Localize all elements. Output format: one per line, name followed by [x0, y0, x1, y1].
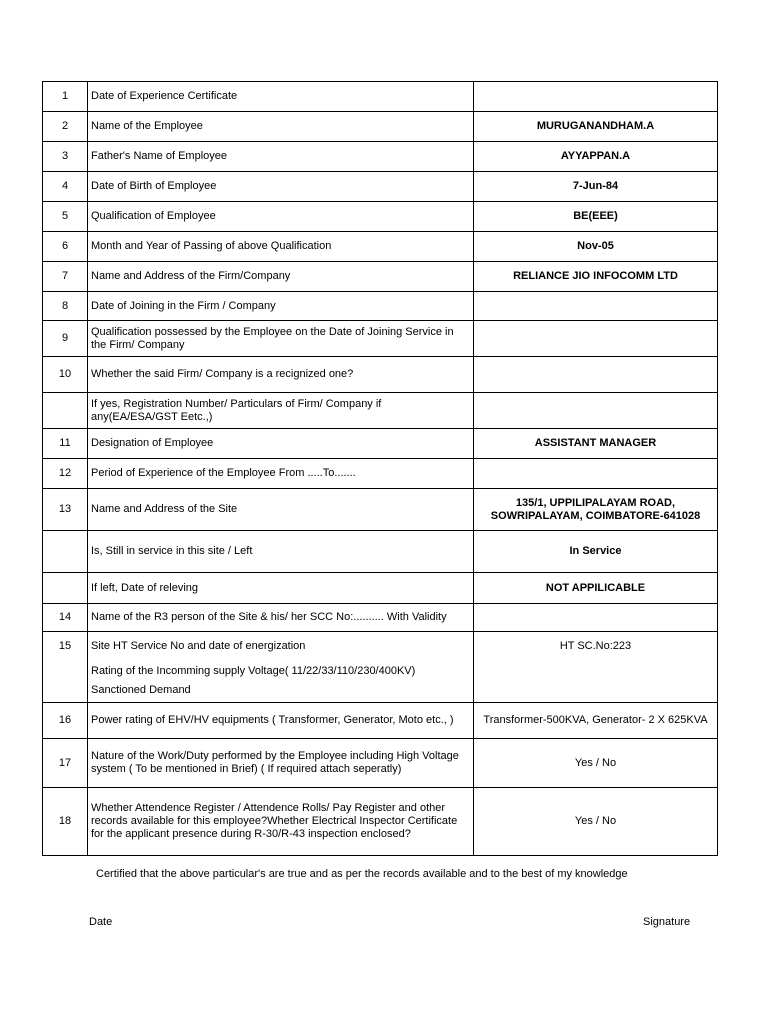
row-number: 7 [43, 262, 88, 292]
row-number [43, 531, 88, 573]
row-label: Period of Experience of the Employee From .....To....... [88, 459, 474, 489]
row-number: 13 [43, 489, 88, 531]
table-row [43, 573, 718, 604]
row-value [474, 321, 718, 357]
row-value [474, 604, 718, 632]
row-value [474, 393, 718, 429]
row-label: Month and Year of Passing of above Qualification [88, 232, 474, 262]
row-value [474, 459, 718, 489]
row-number: 16 [43, 703, 88, 739]
row-label: Father's Name of Employee [88, 142, 474, 172]
service-status-value: In Service [474, 531, 718, 573]
father-name-value: AYYAPPAN.A [474, 142, 718, 172]
table-row [43, 142, 718, 172]
table-row [43, 112, 718, 142]
work-duty-value: Yes / No [474, 739, 718, 788]
row-number: 18 [43, 788, 88, 856]
row-label: Qualification possessed by the Employee on the Date of Joining Service in the Firm/ Company [88, 321, 474, 357]
row-number: 9 [43, 321, 88, 357]
table-row [43, 262, 718, 292]
row-label [88, 632, 474, 703]
row-label: Name and Address of the Firm/Company [88, 262, 474, 292]
supply-voltage-label: Rating of the Incomming supply Voltage( 11/22/33/110/230/400KV) [91, 665, 416, 677]
row-label: Name of the R3 person of the Site & his/ her SCC No:.......... With Validity [88, 604, 474, 632]
row-label: Qualification of Employee [88, 202, 474, 232]
table-row [43, 788, 718, 856]
row-number: 2 [43, 112, 88, 142]
table-row [43, 232, 718, 262]
ht-service-value: HT SC.No:223 [474, 632, 718, 703]
row-value [474, 292, 718, 321]
row-value [474, 357, 718, 393]
row-label: Name and Address of the Site [88, 489, 474, 531]
row-number [43, 573, 88, 604]
row-label: Power rating of EHV/HV equipments ( Transformer, Generator, Moto etc., ) [88, 703, 474, 739]
row-label: Date of Joining in the Firm / Company [88, 292, 474, 321]
row-label: Designation of Employee [88, 429, 474, 459]
site-address-value: 135/1, UPPILIPALAYAM ROAD, SOWRIPALAYAM, COIMBATORE-641028 [474, 489, 718, 531]
dob-value: 7-Jun-84 [474, 172, 718, 202]
row-label: Is, Still in service in this site / Left [88, 531, 474, 573]
row-label: If yes, Registration Number/ Particulars of Firm/ Company if any(EA/ESA/GST Eetc.,) [88, 393, 474, 429]
employee-name-value: MURUGANANDHAM.A [474, 112, 718, 142]
row-label: Whether Attendence Register / Attendence Rolls/ Pay Register and other records available for this employee?Whether Electrical Inspector Certificate for the applicant presence during R-30/R-43 inspection enclosed? [88, 788, 474, 856]
row-label: Name of the Employee [88, 112, 474, 142]
table-row [43, 531, 718, 573]
qualification-value: BE(EEE) [474, 202, 718, 232]
table-row [43, 703, 718, 739]
row-label: Nature of the Work/Duty performed by the Employee including High Voltage system ( To be mentioned in Brief) ( If required attach seperatly) [88, 739, 474, 788]
ht-service-label: Site HT Service No and date of energization [91, 640, 306, 652]
row-number: 15 [43, 632, 88, 703]
table-row [43, 739, 718, 788]
firm-name-value: RELIANCE JIO INFOCOMM LTD [474, 262, 718, 292]
relieving-date-value: NOT APPILICABLE [474, 573, 718, 604]
row-label: Date of Experience Certificate [88, 82, 474, 112]
row-number [43, 393, 88, 429]
table-row [43, 357, 718, 393]
row-number: 17 [43, 739, 88, 788]
row-number: 4 [43, 172, 88, 202]
row-number: 3 [43, 142, 88, 172]
row-number: 12 [43, 459, 88, 489]
date-label: Date [89, 916, 113, 928]
table-row [43, 202, 718, 232]
certificate-table [42, 81, 718, 856]
table-row [43, 429, 718, 459]
passing-date-value: Nov-05 [474, 232, 718, 262]
table-row [43, 489, 718, 531]
row-number: 10 [43, 357, 88, 393]
table-row [43, 604, 718, 632]
certification-statement: Certified that the above particular's are true and as per the records available and to the best of my knowledge [96, 868, 628, 880]
table-row [43, 82, 718, 112]
table-row [43, 393, 718, 429]
table-row [43, 292, 718, 321]
sanctioned-demand-label: Sanctioned Demand [91, 684, 191, 696]
row-number: 14 [43, 604, 88, 632]
row-label: Whether the said Firm/ Company is a recignized one? [88, 357, 474, 393]
row-number: 8 [43, 292, 88, 321]
designation-value: ASSISTANT MANAGER [474, 429, 718, 459]
spacer [91, 653, 470, 665]
experience-certificate-form [42, 81, 717, 856]
table-row [43, 321, 718, 357]
attendance-register-value: Yes / No [474, 788, 718, 856]
signature-label: Signature [643, 916, 691, 928]
row-number: 11 [43, 429, 88, 459]
table-row [43, 632, 718, 703]
row-value [474, 82, 718, 112]
row-number: 5 [43, 202, 88, 232]
table-row [43, 172, 718, 202]
row-number: 1 [43, 82, 88, 112]
row-label: If left, Date of releving [88, 573, 474, 604]
row-number: 6 [43, 232, 88, 262]
table-row [43, 459, 718, 489]
power-rating-value: Transformer-500KVA, Generator- 2 X 625KVA [474, 703, 718, 739]
row-label: Date of Birth of Employee [88, 172, 474, 202]
